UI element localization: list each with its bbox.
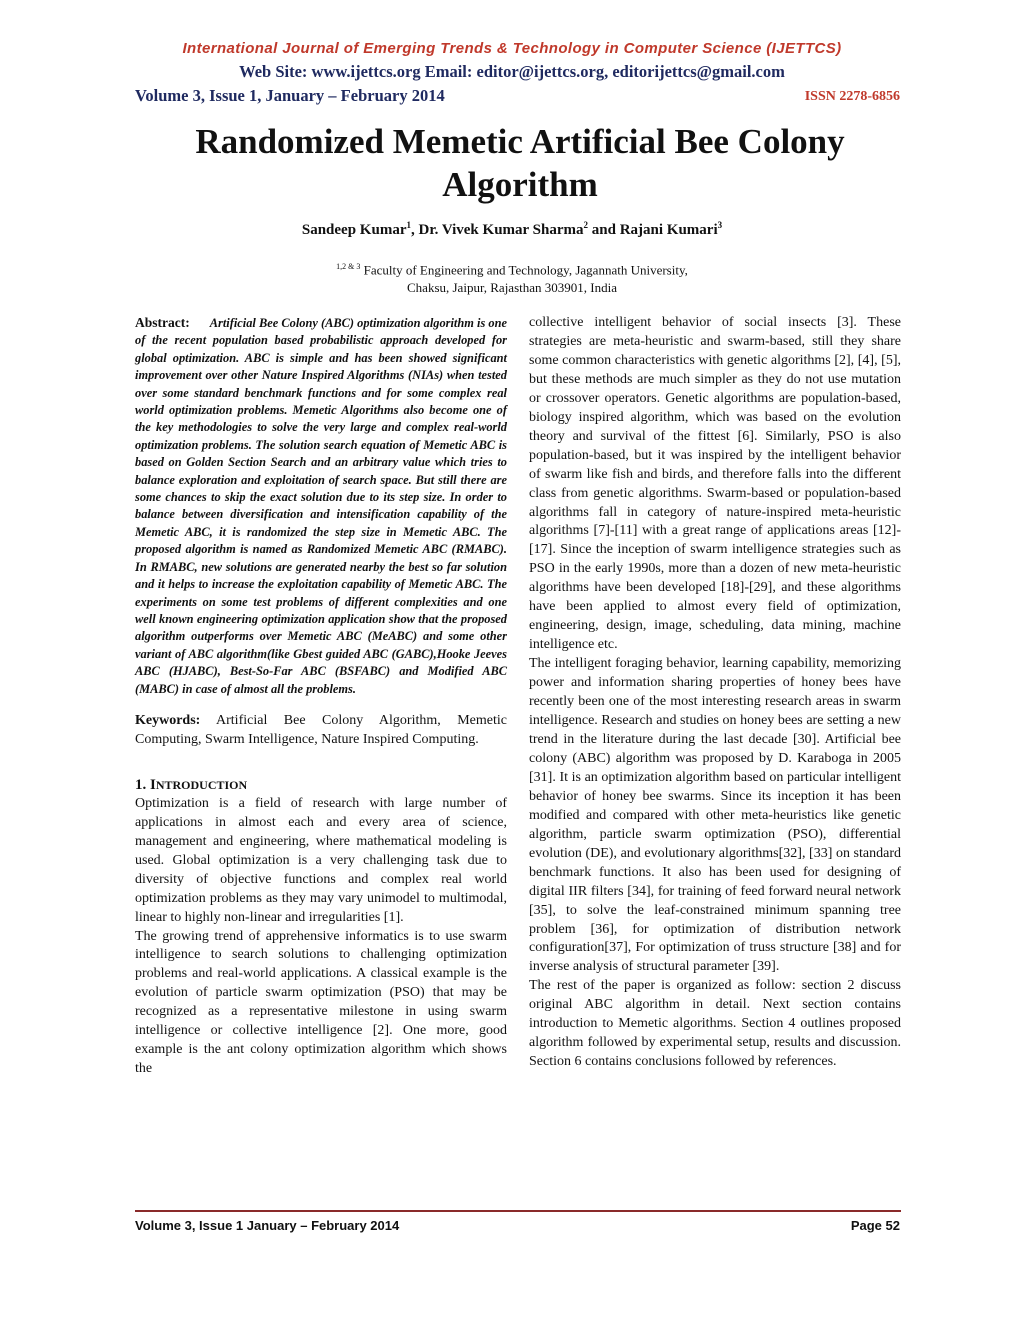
footer-divider (135, 1210, 901, 1212)
author-1: Sandeep Kumar (301, 222, 407, 238)
paper-title-line-2: Algorithm (442, 165, 598, 204)
footer-volume: Volume 3, Issue 1 January – February 2014 (135, 1218, 400, 1233)
author-separator: , Dr. (410, 222, 442, 238)
intro-paragraph-2: The growing trend of apprehensive informatics is to use swarm intelligence to search solutions to challenging optimization problems and real-world applications. A classical example is the evolution of particle swarm optimization (PSO) that may be recognized as a representative milestone in using swarm intelligence or collective intelligence [2]. One more, good example is the ant colony optimization algorithm which shows the (135, 928, 507, 1077)
keywords-text: Artificial Bee Colony Algorithm, Memetic Computing, Swarm Intelligence, Nature Inspired Computing. (135, 712, 507, 747)
section-heading-introduction (135, 775, 507, 795)
issn: ISSN 2278-6856 (804, 89, 900, 104)
journal-title: International Journal of Emerging Trends & Technology in Computer Science (IJETTCS) (182, 40, 842, 57)
paper-title-line-1: Randomized Memetic Artificial Bee Colony (195, 122, 845, 161)
intro-paragraph-1: Optimization is a field of research with large number of applications in almost each and every area of science, management and engineering, where mathematical modeling is used. Global optimization is a very challenging task due to diversity of objective functions and complex real world optimization problems as they may vary unimodel to multimodal, linear to highly non-linear and irregularities [1]. (135, 795, 507, 925)
author-2: Vivek Kumar Sharma (441, 222, 584, 238)
right-paragraph-2: The intelligent foraging behavior, learning capability, memorizing power and information sharing properties of honey bees have recently been one of the most interesting research areas in swarm intelligence. Research and studies on honey bees are setting a new trend in the literature during the last decade [30]. Artificial bee colony (ABC) algorithm was proposed by D. Karaboga in 2005 [31]. It is an optimization algorithm based on particular intelligent behavior of honey bee swarms. Since its inception it has been modified and compared with other meta-heuristics like genetic algorithm, particle swarm optimization (PSO), differential evolution (DE), and evolutionary algorithms[32], [33] on standard benchmark functions. It also has been used for designing of digital IIR filters [34], for training of feed forward neural network [35], to solve the leaf-constrained minimum spanning tree problem [36], for optimization of distribution network configuration[37], For optimization of truss structure [38] and for inverse analysis of structural parameter [39]. (529, 656, 901, 975)
author-list (0, 220, 1024, 239)
abstract (135, 314, 507, 698)
section-number: 1. (135, 776, 150, 793)
abstract-text: Artificial Bee Colony (ABC) optimization algorithm is one of the recent population based probabilistic approach developed for global optimization. ABC is simple and has been showed significant improvement over other Nature Inspired Algorithms (NIAs) when tested over some standard benchmark functions and for some complex real world optimization problems. Memetic Algorithms also become one of the key methodologies to solve the very large and complex real-world optimization problems. The solution search equation of Memetic ABC is based on Golden Section Search and an arbitrary value which tries to balance exploration and exploitation of search space. But still there are some chances to skip the exact solution due to its step size. In order to balance between diversification and intensification capability of the Memetic ABC, it is randomized the step size in Memetic ABC. The proposed algorithm is named as Randomized Memetic ABC (RMABC). In RMABC, new solutions are generated nearby the best so far solution and it helps to increase the exploitation capability of Memetic ABC. The experiments on some test problems of different complexities and one well known engineering optimization application show that the proposed algorithm outperforms over Memetic ABC (MeABC) and some other variant of ABC algorithm(like Gbest guided ABC (GABC),Hooke Jeeves ABC (HJABC), Best-So-Far ABC (BSFABC) and Modified ABC (MABC) in case of almost all the problems. (135, 316, 507, 696)
author-1-affil: 1 (406, 220, 411, 230)
affiliation (0, 258, 1024, 297)
keywords (135, 712, 507, 750)
abstract-label: Abstract: (135, 315, 190, 330)
affiliation-line-2: Chaksu, Jaipur, Rajasthan 303901, India (407, 280, 617, 296)
journal-contact: Web Site: www.ijettcs.org Email: editor@ijettcs.org, editorijettcs@gmail.com (239, 62, 785, 81)
page-number: Page 52 (850, 1218, 900, 1233)
right-column (529, 314, 901, 1072)
affiliation-marker: 1,2 & 3 (336, 262, 361, 271)
right-paragraph-3: The rest of the paper is organized as follow: section 2 discuss original ABC algorithm in detail. Next section contains introduction to Memetic algorithms. Section 4 outlines proposed algorithm followed by experimental setup, results and discussion. Section 6 contains conclusions followed by references. (529, 978, 901, 1070)
right-paragraph-1: collective intelligent behavior of social insects [3]. These strategies are meta-heuristic and swarm-based, still they share some common characteristics with genetic algorithms [2], [4], [5], but these methods are much simpler as they do not use mutation or crossover operators. Genetic algorithms are population-based, biology inspired algorithm, which was based on the evolution theory and survival of the fittest [6]. Similarly, PSO is also population-based, but it was inspired by the intelligent behavior of swarm like fish and birds, and therefore falls into the different class from genetic algorithms. Swarm-based or population-based algorithms fall in category of nature-inspired meta-heuristic algorithms [7]-[11] with a great range of applications areas [12]-[17]. Since the inception of swarm intelligence strategies such as PSO in the early 1990s, more than a dozen of new meta-heuristic algorithms have been developed [18]-[29], and these algorithms have been applied to almost every field of optimization, engineering, design, image, scheduling, data mining, machine intelligence etc. (529, 315, 901, 653)
affiliation-line-1 (0, 258, 1024, 279)
author-3-affil: 3 (717, 220, 723, 230)
author-2-affil: 2 (583, 220, 589, 230)
author-separator: and (588, 222, 620, 238)
volume-issue: Volume 3, Issue 1, January – February 2014 (135, 86, 445, 105)
author-3: Rajani Kumari (619, 222, 718, 238)
keywords-label: Keywords: (135, 712, 201, 728)
paper-title (140, 120, 900, 206)
section-title-initial: I (150, 776, 156, 793)
section-title-rest: NTRODUCTION (155, 777, 248, 792)
affiliation-text-1: Faculty of Engineering and Technology, Jagannath University, (360, 262, 688, 278)
left-column (135, 314, 507, 1079)
